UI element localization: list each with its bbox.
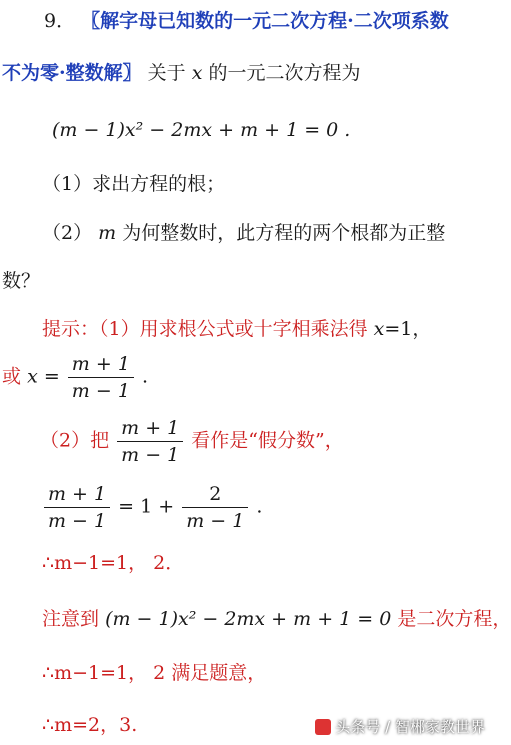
question-1: （1）求出方程的根； bbox=[42, 173, 226, 195]
problem-title-1: 〖解字母已知数的一元二次方程·二次项系数 bbox=[81, 10, 449, 32]
question-2-cont: 数？ bbox=[2, 270, 41, 292]
problem-equation: (m − 1)x² − 2mx + m + 1 = 0 . bbox=[52, 119, 351, 141]
hint-line-5: ∴m−1=1， 2． bbox=[42, 552, 185, 574]
problem-title-2: 不为零·整数解〗 bbox=[2, 62, 142, 84]
problem-intro-a: 关于 bbox=[147, 62, 186, 84]
fraction: $\frac{2}{m - 1}$ bbox=[182, 482, 248, 533]
hint-line-2: 或 x = $\frac{m + 1}{m - 1}$ . bbox=[2, 353, 148, 402]
fraction: $\frac{m + 1}{m - 1}$ bbox=[44, 482, 110, 533]
fraction: $\frac{m + 1}{m - 1}$ bbox=[68, 352, 134, 403]
problem-title-line-2 bbox=[2, 60, 361, 86]
hint-line-3: （2）把 $\frac{m + 1}{m - 1}$ 看作是“假分数”， bbox=[40, 417, 344, 466]
hint-line-6: 注意到 (m − 1)x² − 2mx + m + 1 = 0 是二次方程， bbox=[42, 608, 511, 630]
problem-var-x: x bbox=[191, 62, 203, 84]
problem-number: 9． bbox=[44, 10, 76, 32]
toutiao-logo-icon bbox=[315, 719, 331, 735]
question-2: （2） m 为何整数时，此方程的两个根都为正整 bbox=[42, 222, 446, 244]
hint-line-1: 提示：（1）用求根公式或十字相乘法得 x=1， bbox=[42, 318, 432, 340]
problem-intro-b: 的一元二次方程为 bbox=[208, 62, 361, 84]
watermark: 头条号 / 智郴家教世界 bbox=[315, 716, 485, 737]
hint-line-8: ∴m=2，3. bbox=[42, 714, 138, 736]
hint-line-4: $\frac{m + 1}{m - 1}$ = 1 + $\frac{2}{m - 1}$ . bbox=[42, 482, 262, 533]
fraction: $\frac{m + 1}{m - 1}$ bbox=[117, 416, 183, 467]
hint-line-7: ∴m−1=1， 2 满足题意， bbox=[42, 662, 267, 684]
problem-title-line-1 bbox=[44, 8, 449, 34]
